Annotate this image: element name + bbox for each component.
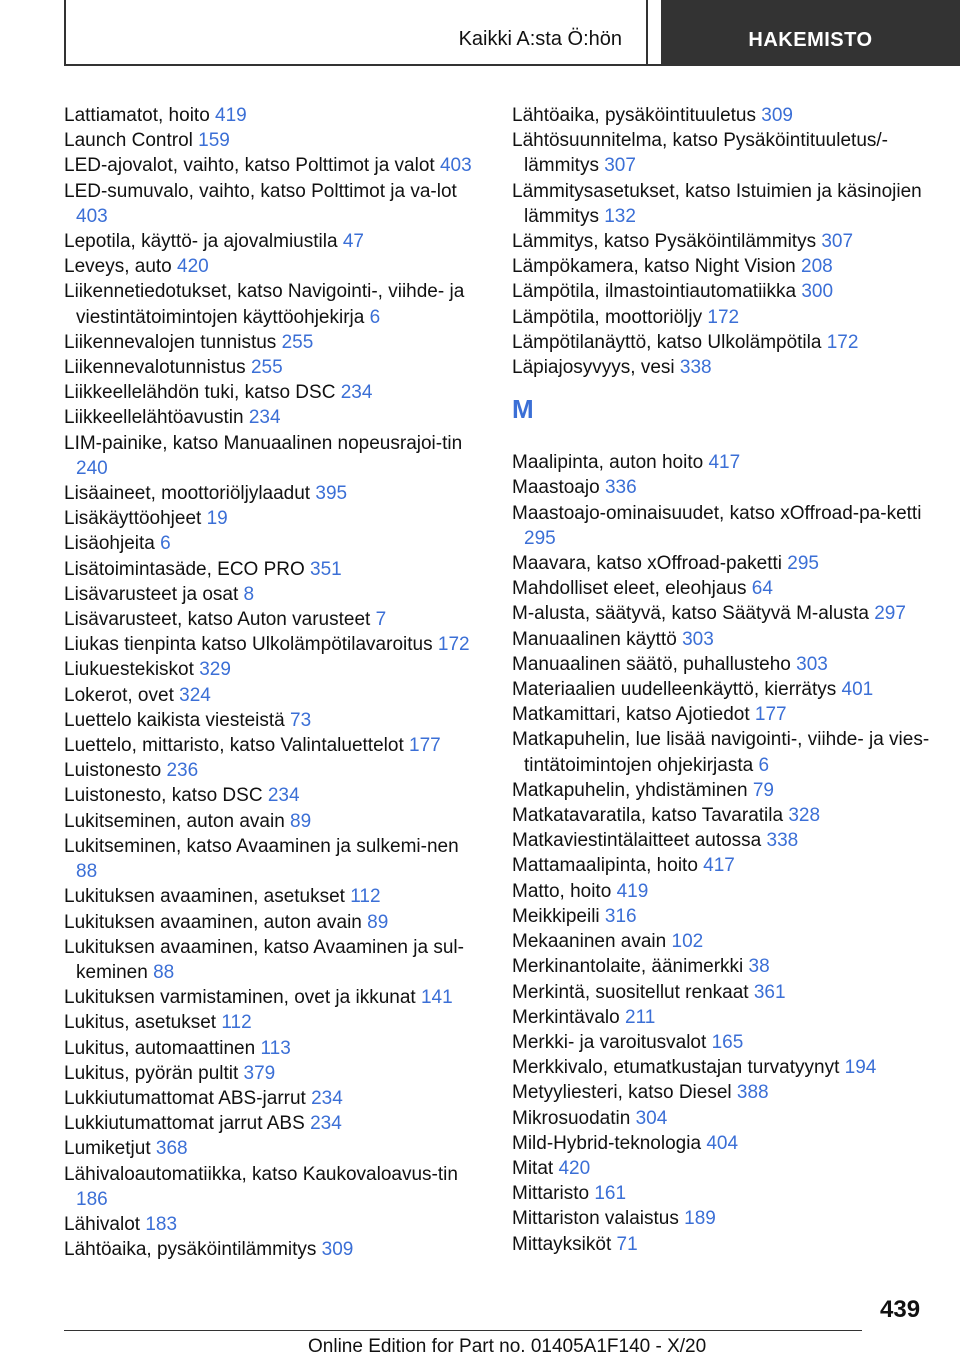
index-page-link[interactable]: 177 [754, 704, 787, 726]
index-entry-text: Matkaviestintälaitteet autossa [512, 830, 762, 852]
index-entry [512, 305, 942, 330]
index-entry-text: LED-sumuvalo, vaihto, katso Polttimot ja va-lot [64, 180, 457, 202]
index-page-link[interactable]: 307 [821, 231, 854, 253]
index-entry-text: Launch Control [64, 130, 193, 152]
index-entry-text: Lukitus, pyörän pultit [64, 1062, 239, 1084]
index-page-link[interactable]: 336 [604, 477, 637, 499]
index-page-link[interactable]: 141 [420, 987, 453, 1009]
index-entry-text: Maastoajo [512, 477, 600, 499]
index-entry-text: Läpiajosyvyys, vesi [512, 357, 675, 379]
index-entry [64, 279, 484, 329]
index-entry-text: Lämpötila, moottoriöljy [512, 306, 703, 328]
index-page-link[interactable]: 6 [369, 306, 381, 328]
index-entry [512, 551, 942, 576]
index-entry-text: Liukuestekiskot [64, 659, 194, 681]
index-entry [64, 330, 484, 355]
index-page-link[interactable]: 234 [267, 785, 300, 807]
index-entry [64, 431, 484, 481]
index-entry-text: Matto, hoito [512, 880, 612, 902]
index-entry-text: Liikennevalotunnistus [64, 357, 246, 379]
index-entry-text: Lisävarusteet, katso Auton varusteet [64, 609, 371, 631]
index-page-link[interactable]: 404 [706, 1132, 739, 1154]
index-entry-text: Lämmitys, katso Pysäköintilämmitys [512, 231, 817, 253]
index-entry [64, 1136, 484, 1161]
index-entry-text: Lämpötilanäyttö, katso Ulkolämpötila [512, 331, 822, 353]
index-column-left [64, 103, 484, 1262]
index-entry-text: LIM-painike, katso Manuaalinen nopeusrajoi-tin [64, 432, 463, 454]
index-entry [64, 809, 484, 834]
index-entry [512, 803, 942, 828]
index-entry [512, 954, 942, 979]
index-page-link[interactable]: 88 [153, 961, 175, 983]
index-entry [512, 355, 942, 380]
index-page-link[interactable]: 19 [206, 508, 228, 530]
index-entry [512, 330, 942, 355]
index-page-link[interactable]: 102 [671, 931, 704, 953]
index-entry-text: Mittaristo [512, 1183, 590, 1205]
index-page-link[interactable]: 324 [179, 684, 211, 706]
index-page-link[interactable]: 79 [752, 779, 774, 801]
index-entry [64, 1237, 484, 1262]
index-entry [64, 582, 484, 607]
index-entry [512, 179, 942, 229]
index-entry [64, 1162, 484, 1212]
index-page-link[interactable]: 316 [604, 905, 637, 927]
index-entry [512, 778, 942, 803]
index-entry-text: Luistonesto [64, 760, 162, 782]
index-entry [64, 935, 484, 985]
index-entry-text: Lukkiutumattomat jarrut ABS [64, 1113, 305, 1135]
index-entry [64, 758, 484, 783]
index-entry-text: Lähivaloautomatiikka, katso Kaukovaloavus-tin [64, 1163, 458, 1185]
index-entry-text: Liikkeellelähtöavustin [64, 407, 244, 429]
index-page-link[interactable]: 89 [290, 810, 312, 832]
index-entry-text: Luettelo, mittaristo, katso Valintaluettelot [64, 735, 404, 757]
index-entry [512, 128, 942, 178]
index-page-link[interactable]: 403 [76, 205, 108, 227]
index-entry [64, 985, 484, 1010]
index-entry [512, 1156, 942, 1181]
index-entry [512, 1181, 942, 1206]
index-page-link[interactable]: 172 [826, 331, 859, 353]
index-entry-text: Mekaaninen avain [512, 931, 667, 953]
index-entry [64, 1086, 484, 1111]
index-entry [64, 683, 484, 708]
index-entry-text: Lähivalot [64, 1213, 141, 1235]
index-entry [64, 783, 484, 808]
index-entry [64, 481, 484, 506]
index-entry [64, 506, 484, 531]
index-entry-text: Lämmitysasetukset, katso Istuimien ja käsinojien lämmitys [512, 180, 922, 227]
index-page-link[interactable]: 172 [707, 306, 740, 328]
index-entry [512, 1206, 942, 1231]
index-entry [64, 834, 484, 884]
index-entry [512, 727, 942, 777]
index-entry-text: Metyyliesteri, katso Diesel [512, 1082, 732, 1104]
index-entry-text: Lukitseminen, katso Avaaminen ja sulkemi-nen [64, 835, 459, 857]
index-entry-text: Maastoajo-ominaisuudet, katso xOffroad-pa-ketti [512, 502, 922, 524]
index-entry [64, 657, 484, 682]
index-entry-text: Lukituksen avaaminen, auton avain [64, 911, 362, 933]
index-entry [512, 828, 942, 853]
index-entry-text: Manuaalinen käyttö [512, 628, 677, 650]
index-entry-text: Lumiketjut [64, 1138, 151, 1160]
index-page-link[interactable]: 297 [874, 603, 906, 625]
footer-edition: Online Edition for Part no. 01405A1F140 - X/20 [308, 1336, 707, 1357]
index-entry-text: Leveys, auto [64, 256, 172, 278]
index-page-link[interactable]: 303 [682, 628, 714, 650]
index-entry-text: Lukituksen varmistaminen, ovet ja ikkunat [64, 987, 416, 1009]
index-entry-text: Merkintä, suositellut renkaat [512, 981, 749, 1003]
index-entry [512, 904, 942, 929]
index-entry-text: Liukas tienpinta katso Ulkolämpötilavaroitus [64, 634, 433, 656]
index-entry [64, 103, 484, 128]
index-entry [512, 1232, 942, 1257]
index-entry-text: Mittayksiköt [512, 1233, 612, 1255]
index-entry [512, 475, 942, 500]
index-entry-text: Materiaalien uudelleenkäyttö, kierrätys [512, 679, 837, 701]
index-page-link[interactable]: 236 [166, 760, 199, 782]
index-page-link[interactable]: 368 [155, 1138, 188, 1160]
index-page-link[interactable]: 172 [437, 634, 470, 656]
index-entry-text: Mittariston valaistus [512, 1208, 679, 1230]
index-page-link[interactable]: 401 [841, 679, 874, 701]
index-entry-text: Lepotila, käyttö- ja ajovalmiustila [64, 231, 338, 253]
index-page-link[interactable]: 189 [684, 1208, 716, 1230]
index-entry-text: Luettelo kaikista viesteistä [64, 709, 285, 731]
index-entry [64, 557, 484, 582]
index-page-link[interactable]: 234 [311, 1087, 343, 1109]
index-entry-text: Mikrosuodatin [512, 1107, 631, 1129]
index-page-link[interactable]: 47 [342, 231, 364, 253]
index-entry-text: Mitat [512, 1157, 554, 1179]
index-page-link[interactable]: 183 [145, 1213, 178, 1235]
index-page-link[interactable]: 132 [604, 205, 636, 227]
index-entry-text: Lisätoimintasäde, ECO PRO [64, 558, 305, 580]
index-page-link[interactable]: 420 [558, 1157, 591, 1179]
index-entry [512, 652, 942, 677]
index-entry-text: Lukituksen avaaminen, katso Avaaminen ja sul-keminen [64, 936, 464, 983]
index-entry [512, 229, 942, 254]
index-entry-text: Lukitus, automaattinen [64, 1037, 256, 1059]
index-entry-text: Lukituksen avaaminen, asetukset [64, 886, 345, 908]
index-entry [512, 929, 942, 954]
index-page-link[interactable]: 6 [160, 533, 171, 555]
index-page-link[interactable]: 161 [594, 1183, 627, 1205]
index-entry-text: Lukitseminen, auton avain [64, 810, 285, 832]
index-entry [64, 229, 484, 254]
index-entry-text: Meikkipeili [512, 905, 600, 927]
index-page-link[interactable]: 255 [250, 357, 283, 379]
index-entry-text: Mahdolliset eleet, eleohjaus [512, 578, 747, 600]
index-entry [64, 1212, 484, 1237]
index-page-link[interactable]: 417 [708, 452, 741, 474]
index-page-link[interactable]: 329 [199, 659, 231, 681]
index-page-link[interactable]: 351 [310, 558, 342, 580]
index-page-link[interactable]: 234 [340, 382, 373, 404]
index-entry [512, 879, 942, 904]
index-entry-text: Merkki- ja varoitusvalot [512, 1031, 707, 1053]
index-page-link[interactable]: 194 [844, 1057, 877, 1079]
index-entry [512, 501, 942, 551]
index-entry [512, 1030, 942, 1055]
index-page-link[interactable]: 89 [367, 911, 389, 933]
index-entry-text: Lisäohjeita [64, 533, 155, 555]
index-page-link[interactable]: 338 [766, 830, 799, 852]
header-section-title: Kaikki A:sta Ö:hön [458, 28, 622, 50]
index-page-link[interactable]: 234 [310, 1113, 342, 1135]
index-entry [512, 279, 942, 304]
index-page-link[interactable]: 417 [703, 855, 735, 877]
index-entry-text: Matkapuhelin, lue lisää navigointi-, viihde- ja vies-tintätoimintojen ohjekirjasta [512, 729, 930, 776]
index-page-link[interactable]: 419 [616, 880, 649, 902]
index-page-link[interactable]: 64 [751, 578, 773, 600]
index-entry [64, 380, 484, 405]
index-entry [512, 576, 942, 601]
index-page-link[interactable]: 309 [761, 105, 793, 126]
index-entry-text: Matkatavaratila, katso Tavaratila [512, 805, 784, 827]
index-entry-text: Matkapuhelin, yhdistäminen [512, 779, 748, 801]
index-page-link[interactable]: 240 [76, 457, 108, 479]
index-page-link[interactable]: 7 [375, 609, 387, 631]
index-page-link[interactable]: 208 [801, 256, 833, 278]
footer-divider [64, 1330, 862, 1331]
index-entry-text: Mattamaalipinta, hoito [512, 855, 698, 877]
header-divider [64, 64, 960, 66]
index-page-link[interactable]: 395 [315, 483, 348, 505]
index-page-link[interactable]: 159 [198, 130, 230, 152]
index-page-link[interactable]: 403 [439, 155, 472, 177]
index-entry [64, 1061, 484, 1086]
index-entry [512, 1131, 942, 1156]
index-entry [512, 980, 942, 1005]
index-entry-text: Merkinantolaite, äänimerkki [512, 956, 744, 978]
index-entry-text: Lähtöaika, pysäköintituuletus [512, 105, 756, 126]
index-entry-text: Lisäaineet, moottoriöljylaadut [64, 483, 311, 505]
index-page-link[interactable]: 388 [736, 1082, 769, 1104]
header-tab-index[interactable]: HAKEMISTO [661, 0, 960, 64]
index-entry-text: Matkamittari, katso Ajotiedot [512, 704, 750, 726]
index-entry [512, 601, 942, 626]
index-page-link[interactable]: 8 [243, 583, 255, 605]
index-page-link[interactable]: 295 [787, 553, 819, 575]
index-entry [64, 531, 484, 556]
index-page-link[interactable]: 379 [243, 1062, 276, 1084]
index-entry [64, 910, 484, 935]
index-entry [64, 1111, 484, 1136]
index-page-link[interactable]: 165 [711, 1031, 744, 1053]
index-page-link[interactable]: 6 [758, 754, 770, 776]
index-entry-text: Manuaalinen säätö, puhallusteho [512, 653, 791, 675]
index-entry [512, 1106, 942, 1131]
index-entry-text: Merkintävalo [512, 1006, 620, 1028]
index-column-right [512, 103, 942, 1257]
index-entry-text: Lähtösuunnitelma, katso Pysäköintituuletus/-lämmitys [512, 130, 888, 177]
index-page-link[interactable]: 307 [604, 155, 636, 177]
index-entry-text: Liikennevalojen tunnistus [64, 331, 277, 353]
index-entry-text: Merkkivalo, etumatkustajan turvatyynyt [512, 1057, 840, 1079]
index-page-link[interactable]: 38 [748, 956, 770, 978]
index-page-link[interactable]: 112 [350, 886, 381, 908]
index-letter-heading: M [512, 394, 534, 425]
index-entry [64, 355, 484, 380]
index-page-link[interactable]: 338 [679, 357, 712, 379]
index-page-link[interactable]: 255 [281, 331, 314, 353]
index-entry-text: Lokerot, ovet [64, 684, 174, 706]
index-entry [512, 1055, 942, 1080]
index-entry [64, 607, 484, 632]
index-page-link[interactable]: 234 [248, 407, 281, 429]
index-page-link[interactable]: 113 [260, 1037, 291, 1059]
index-entry [64, 153, 484, 178]
index-entry [512, 1080, 942, 1105]
index-entry-text: LED-ajovalot, vaihto, katso Polttimot ja valot [64, 155, 435, 177]
index-page-link[interactable]: 300 [801, 281, 834, 303]
index-group-l [512, 103, 942, 380]
index-page-link[interactable]: 419 [215, 105, 247, 126]
index-page-link[interactable]: 211 [625, 1006, 656, 1028]
index-page-link[interactable]: 328 [788, 805, 821, 827]
index-page-link[interactable]: 303 [796, 653, 828, 675]
index-entry-text: Luistonesto, katso DSC [64, 785, 263, 807]
index-entry-text: Lukkiutumattomat ABS-jarrut [64, 1087, 306, 1109]
index-entry-text: M-alusta, säätyvä, katso Säätyvä M-alusta [512, 603, 869, 625]
index-entry-text: Lisävarusteet ja osat [64, 583, 239, 605]
index-page-link[interactable]: 309 [321, 1239, 354, 1261]
index-entry-text: Lattiamatot, hoito [64, 105, 210, 126]
index-entry [64, 708, 484, 733]
index-entry [512, 254, 942, 279]
index-entry [64, 405, 484, 430]
index-entry [512, 627, 942, 652]
header-section-box [64, 0, 648, 64]
index-page-link[interactable]: 304 [635, 1107, 668, 1129]
index-entry-text: Maalipinta, auton hoito [512, 452, 704, 474]
index-page-link[interactable]: 186 [76, 1188, 108, 1210]
index-entry [512, 853, 942, 878]
page-number: 439 [880, 1296, 921, 1323]
index-entry-text: Liikkeellelähdön tuki, katso DSC [64, 382, 336, 404]
index-entry [512, 1005, 942, 1030]
index-entry [512, 103, 942, 128]
index-entry-text: Liikennetiedotukset, katso Navigointi-, viihde- ja viestintätoimintojen käyttöohjekirja [64, 281, 465, 328]
index-page-link[interactable]: 112 [221, 1012, 252, 1034]
index-entry [64, 179, 484, 229]
index-page-link[interactable]: 73 [290, 709, 312, 731]
index-entry-text: Lisäkäyttöohjeet [64, 508, 202, 530]
index-entry-text: Maavara, katso xOffroad-paketti [512, 553, 782, 575]
index-entry [64, 128, 484, 153]
index-entry [64, 1010, 484, 1035]
index-entry [64, 632, 484, 657]
index-page-link[interactable]: 361 [753, 981, 786, 1003]
index-entry [512, 677, 942, 702]
index-entry [64, 884, 484, 909]
index-entry-text: Lähtöaika, pysäköintilämmitys [64, 1239, 317, 1261]
index-page-link[interactable]: 177 [409, 735, 441, 757]
index-entry-text: Lämpökamera, katso Night Vision [512, 256, 796, 278]
index-page-link[interactable]: 295 [524, 527, 556, 549]
index-entry [64, 254, 484, 279]
index-page-link[interactable]: 420 [177, 256, 209, 278]
index-entry [64, 733, 484, 758]
index-entry [512, 450, 942, 475]
index-entry [512, 702, 942, 727]
index-entry-text: Mild-Hybrid-teknologia [512, 1132, 702, 1154]
index-page-link[interactable]: 71 [616, 1233, 638, 1255]
index-entry-text: Lukitus, asetukset [64, 1012, 217, 1034]
index-entry [64, 1036, 484, 1061]
index-group-m [512, 450, 942, 1257]
index-entry-text: Lämpötila, ilmastointiautomatiikka [512, 281, 797, 303]
index-page-link[interactable]: 88 [76, 861, 98, 883]
